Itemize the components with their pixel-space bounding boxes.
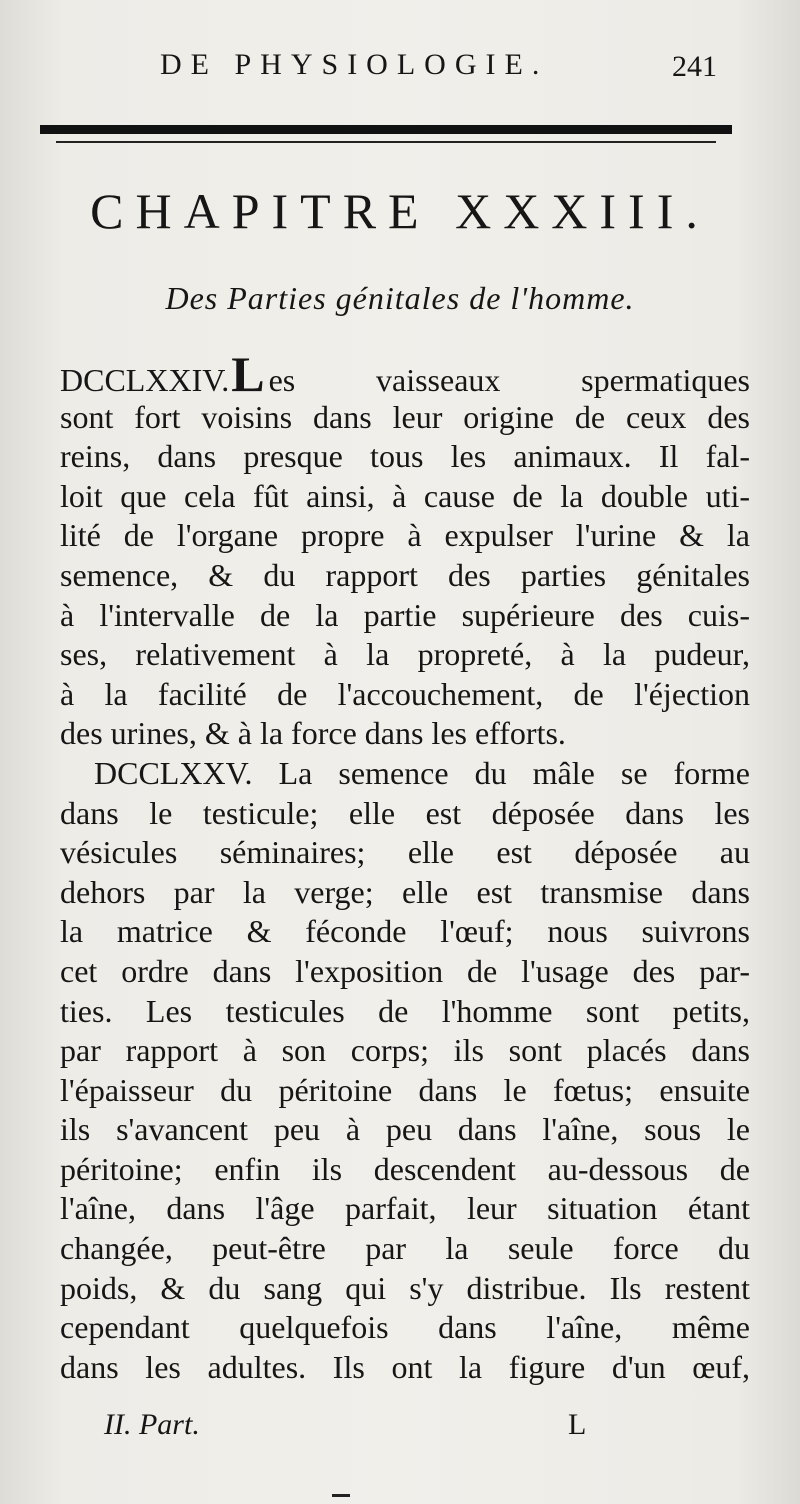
- text-line: ils s'avancent peu à peu dans l'aîne, sous le: [60, 1111, 750, 1148]
- running-head: [0, 48, 800, 88]
- paragraph-2-opening-line: DCCLXXV. La semence du mâle se forme: [94, 754, 750, 791]
- text-line: semence, & du rapport des parties génitales: [60, 556, 750, 593]
- running-title: DE PHYSIOLOGIE.: [160, 48, 549, 81]
- footer-signature-mark: L: [568, 1408, 587, 1441]
- drop-cap: L: [231, 346, 265, 402]
- header-rule-thin: [56, 141, 716, 143]
- text-line: changée, peut-être par la seule force du: [60, 1230, 750, 1267]
- body-text: [60, 346, 750, 1387]
- text-line: l'aîne, dans l'âge parfait, leur situation étant: [60, 1190, 750, 1227]
- page-number: 241: [672, 50, 717, 83]
- bottom-ink-speck: [332, 1494, 350, 1497]
- text-line: l'épaisseur du péritoine dans le fœtus; ensuite: [60, 1071, 750, 1108]
- opening-line-text: es vaisseaux spermatiques: [268, 362, 750, 398]
- text-line: poids, & du sang qui s'y distribue. Ils restent: [60, 1269, 750, 1306]
- text-line: lité de l'organe propre à expulser l'urine & la: [60, 517, 750, 554]
- text-line: dans le testicule; elle est déposée dans les: [60, 794, 750, 831]
- text-line: loit que cela fût ainsi, à cause de la double uti-: [60, 477, 750, 514]
- text-line: sont fort voisins dans leur origine de ceux des: [60, 398, 750, 435]
- paragraph-number: DCCLXXIV.: [60, 362, 230, 398]
- text-line: vésicules séminaires; elle est déposée au: [60, 834, 750, 871]
- text-line: par rapport à son corps; ils sont placés dans: [60, 1032, 750, 1069]
- text-line: à l'intervalle de la partie supérieure des cuis-: [60, 596, 750, 633]
- text-line: la matrice & féconde l'œuf; nous suivrons: [60, 913, 750, 950]
- paragraph-1-opening-line: [60, 346, 750, 402]
- text-line: dans les adultes. Ils ont la figure d'un œuf,: [60, 1348, 750, 1385]
- chapter-heading: CHAPITRE XXXIII.: [90, 183, 710, 239]
- text-line: des urines, & à la force dans les efforts.: [60, 715, 566, 752]
- text-line: péritoine; enfin ils descendent au-dessous de: [60, 1150, 750, 1187]
- text-line: dehors par la verge; elle est transmise dans: [60, 873, 750, 910]
- text-line: à la facilité de l'accouchement, de l'éjection: [60, 675, 750, 712]
- text-line: ses, relativement à la propreté, à la pudeur,: [60, 636, 750, 673]
- text-line: ties. Les testicules de l'homme sont petits,: [60, 992, 750, 1029]
- text-line: reins, dans presque tous les animaux. Il fal-: [60, 438, 750, 475]
- section-subtitle: Des Parties génitales de l'homme.: [165, 280, 635, 316]
- footer-signature: II. Part.: [104, 1408, 200, 1441]
- text-line: cet ordre dans l'exposition de l'usage des par-: [60, 952, 750, 989]
- header-rule-thick: [40, 125, 732, 134]
- text-line: cependant quelquefois dans l'aîne, même: [60, 1309, 750, 1346]
